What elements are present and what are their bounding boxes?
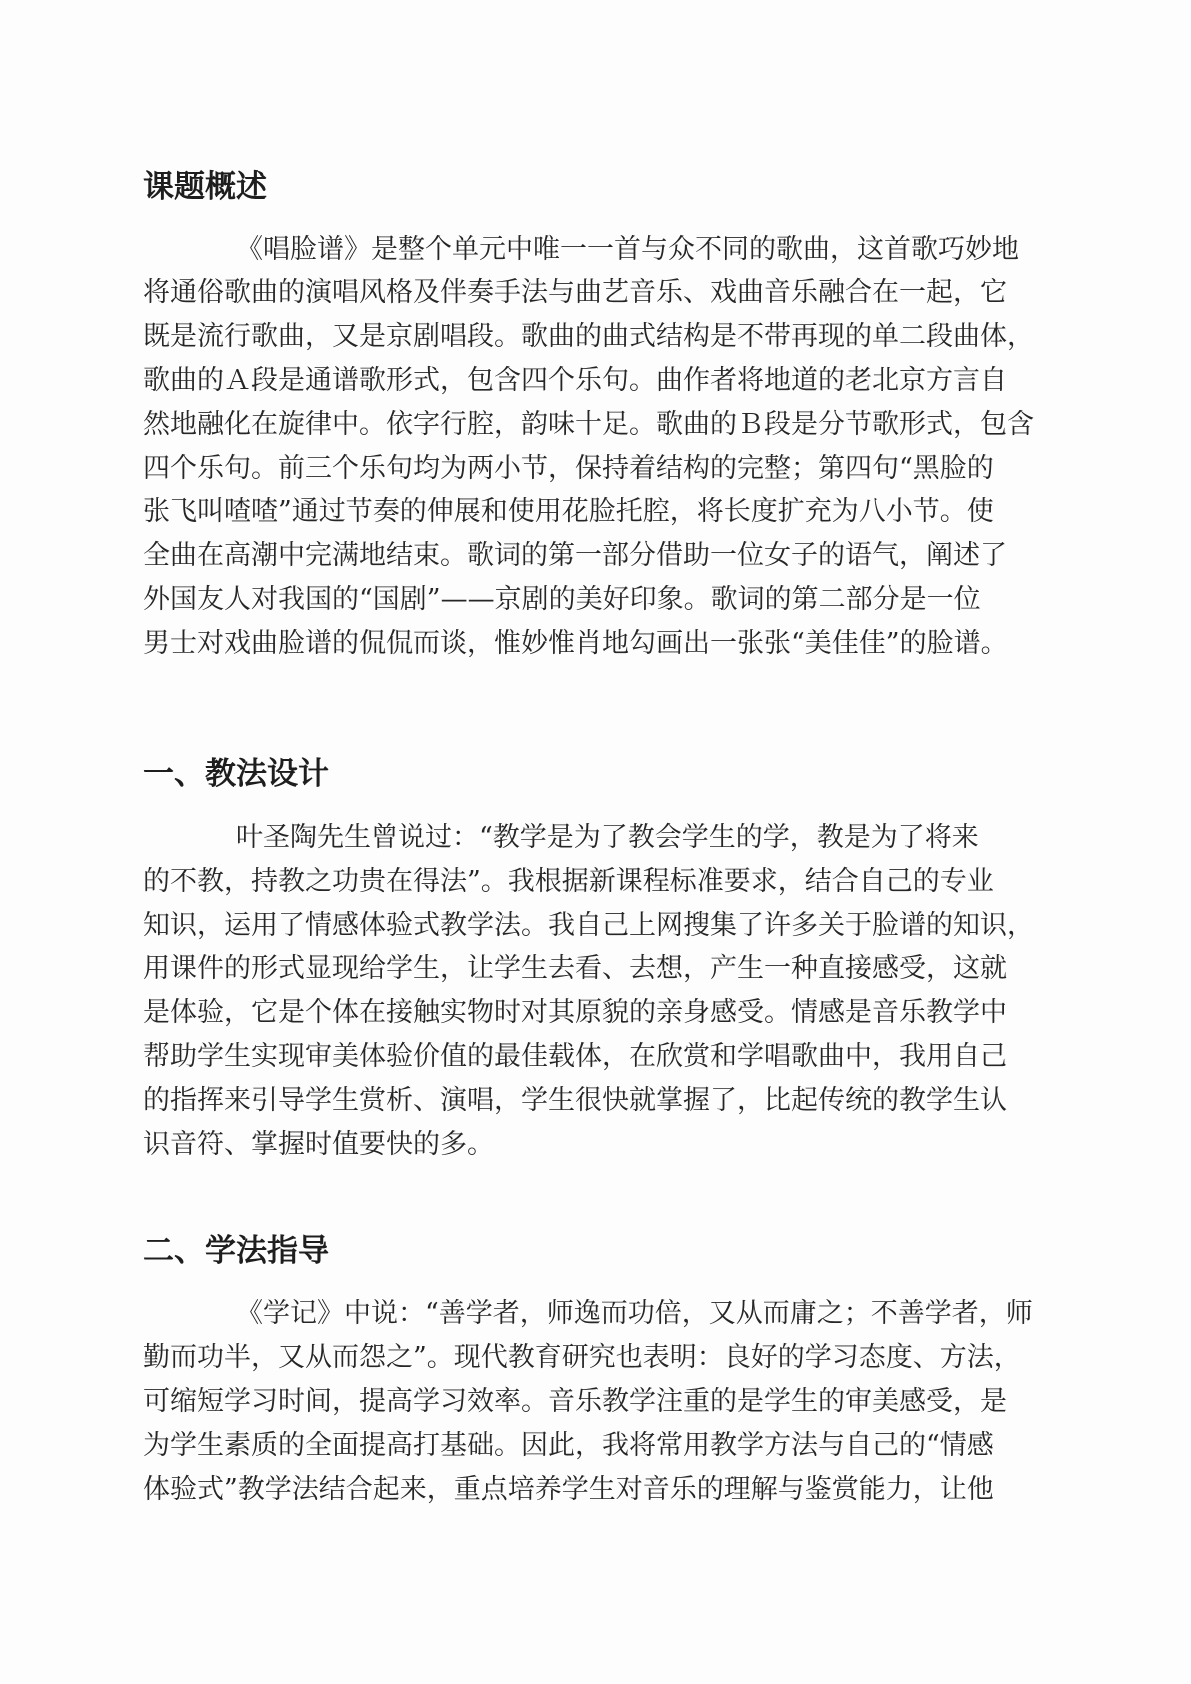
paragraph-line: 叶圣陶先生曾说过：“教学是为了教会学生的学，教是为了将来 [236,822,979,853]
paragraph-line: 男士对戏曲脸谱的侃侃而谈，惟妙惟肖地勾画出一张张“美佳佳”的脸谱。 [143,628,1008,659]
section-heading-learning-guidance: 二、学法指导 [143,1233,329,1269]
paragraph-line: 外国友人对我国的“国剧”——京剧的美好印象。歌词的第二部分是一位 [143,584,981,615]
paragraph-line: 勤而功半，又从而怨之”。现代教育研究也表明：良好的学习态度、方法， [143,1342,1021,1373]
paragraph-line: 体验式”教学法结合起来，重点培养学生对音乐的理解与鉴赏能力，让他 [143,1474,994,1505]
paragraph-line: 歌曲的Ａ段是通谱歌形式，包含四个乐句。曲作者将地道的老北京方言自 [143,365,1007,396]
paragraph-line: 帮助学生实现审美体验价值的最佳载体，在欣赏和学唱歌曲中，我用自己 [143,1041,1007,1072]
paragraph-line: 的不教，持教之功贵在得法”。我根据新课程标准要求，结合自己的专业 [143,866,994,897]
paragraph-line: 既是流行歌曲，又是京剧唱段。歌曲的曲式结构是不带再现的单二段曲体， [143,321,1034,352]
section-heading-overview: 课题概述 [143,169,267,205]
paragraph-line: 张飞叫喳喳”通过节奏的伸展和使用花脸托腔，将长度扩充为八小节。使 [143,496,994,527]
paragraph-line: 为学生素质的全面提高打基础。因此，我将常用教学方法与自己的“情感 [143,1430,994,1461]
paragraph-line: 四个乐句。前三个乐句均为两小节，保持着结构的完整；第四句“黑脸的 [143,453,994,484]
paragraph-line: 然地融化在旋律中。依字行腔，韵味十足。歌曲的Ｂ段是分节歌形式，包含 [143,409,1034,440]
section-heading-teaching-method: 一、教法设计 [143,756,329,792]
paragraph-line: 识音符、掌握时值要快的多。 [143,1129,494,1160]
paragraph-line: 用课件的形式显现给学生，让学生去看、去想，产生一种直接感受，这就 [143,953,1007,984]
paragraph-line: 《唱脸谱》是整个单元中唯一一首与众不同的歌曲，这首歌巧妙地 [236,234,1019,265]
paragraph-line: 可缩短学习时间，提高学习效率。音乐教学注重的是学生的审美感受，是 [143,1386,1007,1417]
paragraph-line: 《学记》中说：“善学者，师逸而功倍，又从而庸之；不善学者，师 [236,1298,1033,1329]
paragraph-line: 将通俗歌曲的演唱风格及伴奏手法与曲艺音乐、戏曲音乐融合在一起，它 [143,277,1007,308]
paragraph-line: 知识，运用了情感体验式教学法。我自己上网搜集了许多关于脸谱的知识， [143,910,1034,941]
paragraph-line: 是体验，它是个体在接触实物时对其原貌的亲身感受。情感是音乐教学中 [143,997,1007,1028]
paragraph-line: 的指挥来引导学生赏析、演唱，学生很快就掌握了，比起传统的教学生认 [143,1085,1007,1116]
paragraph-line: 全曲在高潮中完满地结束。歌词的第一部分借助一位女子的语气，阐述了 [143,540,1007,571]
